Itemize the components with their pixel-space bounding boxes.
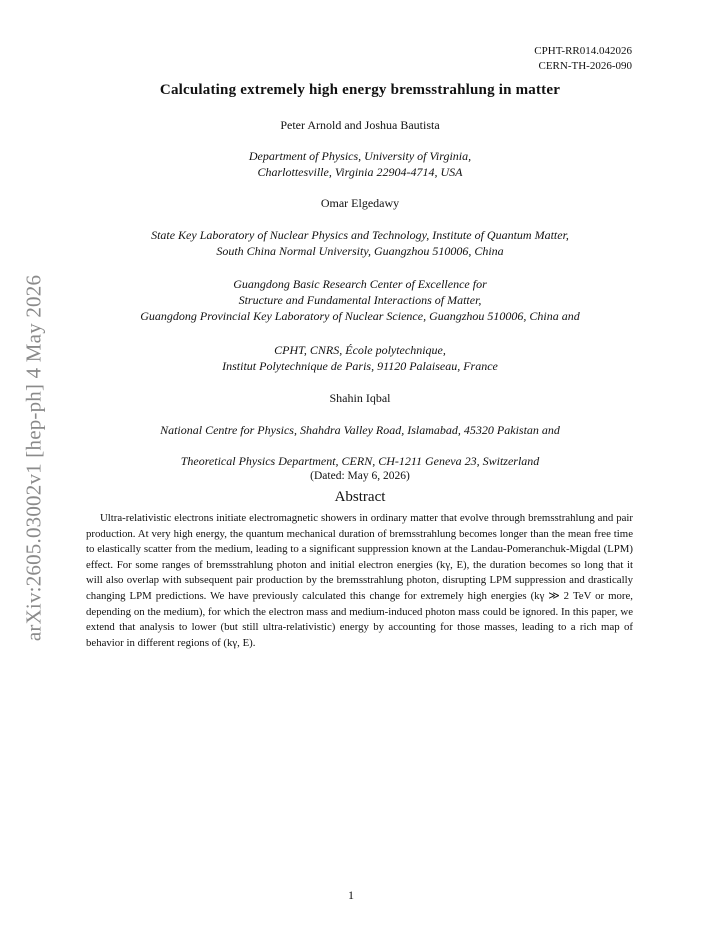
abstract-text: Ultra-relativistic electrons initiate electromagnetic showers in ordinary matter that evolve through bremsstrahlung and pair production. At very high energy, the quantum mechanical duration of bremsstrahlung becomes longer than the mean free time to elastically scatter from the medium, leading to a significant suppression known at the Landau-Pomeranchuk-Migdal (LPM) effect. For some ranges of bremsstrahlung photon and initial electron energies (kγ, E), the duration becomes so long that it will also overlap with subsequent pair production by the bremsstrahlung photon, disrupting LPM suppression and drastically changing LPM predictions. We have previously calculated this change for extremely high energies (kγ ≫ 2 TeV or more, depending on the medium), for which the electron mass and medium-induced photon mass could be ignored. In this paper, we extend that analysis to lower (but still ultra-relativistic) energy by accounting for those masses, leading to a rich map of behavior in different regions of (kγ, E).	[86, 512, 633, 649]
affiliation-line: Guangdong Provincial Key Laboratory of Nuclear Science, Guangzhou 510006, China and	[140, 309, 580, 323]
affiliation-line: South China Normal University, Guangzhou 510006, China	[216, 244, 504, 258]
affiliation-line: National Centre for Physics, Shahdra Valley Road, Islamabad, 45320 Pakistan and	[160, 423, 560, 437]
affiliation-cpht	[60, 342, 660, 374]
affiliation-guangdong	[60, 276, 660, 324]
affiliation-ncp	[60, 422, 660, 438]
affiliation-line: Department of Physics, University of Virginia,	[248, 149, 472, 163]
affiliation-line: Structure and Fundamental Interactions of Matter,	[238, 293, 482, 307]
paper-title: Calculating extremely high energy bremsstrahlung in matter	[159, 82, 561, 98]
arxiv-identifier: arXiv:2605.03002v1 [hep-ph] 4 May 2026	[21, 274, 46, 642]
author-names-1: Peter Arnold and Joshua Bautista	[280, 118, 440, 132]
affiliation-line: State Key Laboratory of Nuclear Physics and Technology, Institute of Quantum Matter,	[151, 228, 569, 242]
affiliation-line: Theoretical Physics Department, CERN, CH-1211 Geneva 23, Switzerland	[180, 454, 540, 468]
date-line: (Dated: May 6, 2026)	[310, 470, 410, 482]
author-names-2: Omar Elgedawy	[320, 196, 400, 210]
report-number-2: CERN-TH-2026-090	[538, 60, 632, 72]
report-number-1: CPHT-RR014.042026	[534, 45, 632, 57]
page-number: 1	[348, 888, 354, 902]
affiliation-line: Guangdong Basic Research Center of Excellence for	[233, 277, 487, 291]
abstract-heading: Abstract	[334, 489, 386, 505]
affiliation-cern	[60, 453, 660, 469]
affiliation-line: CPHT, CNRS, École polytechnique,	[274, 343, 446, 357]
affiliation-line: Charlottesville, Virginia 22904-4714, USA	[257, 165, 463, 179]
author-names-3: Shahin Iqbal	[329, 391, 391, 405]
affiliation-uva	[60, 148, 660, 180]
affiliation-line: Institut Polytechnique de Paris, 91120 Palaiseau, France	[222, 359, 498, 373]
arxiv-sidebar	[12, 258, 56, 658]
report-numbers	[534, 44, 632, 74]
affiliation-scnu	[60, 227, 660, 259]
